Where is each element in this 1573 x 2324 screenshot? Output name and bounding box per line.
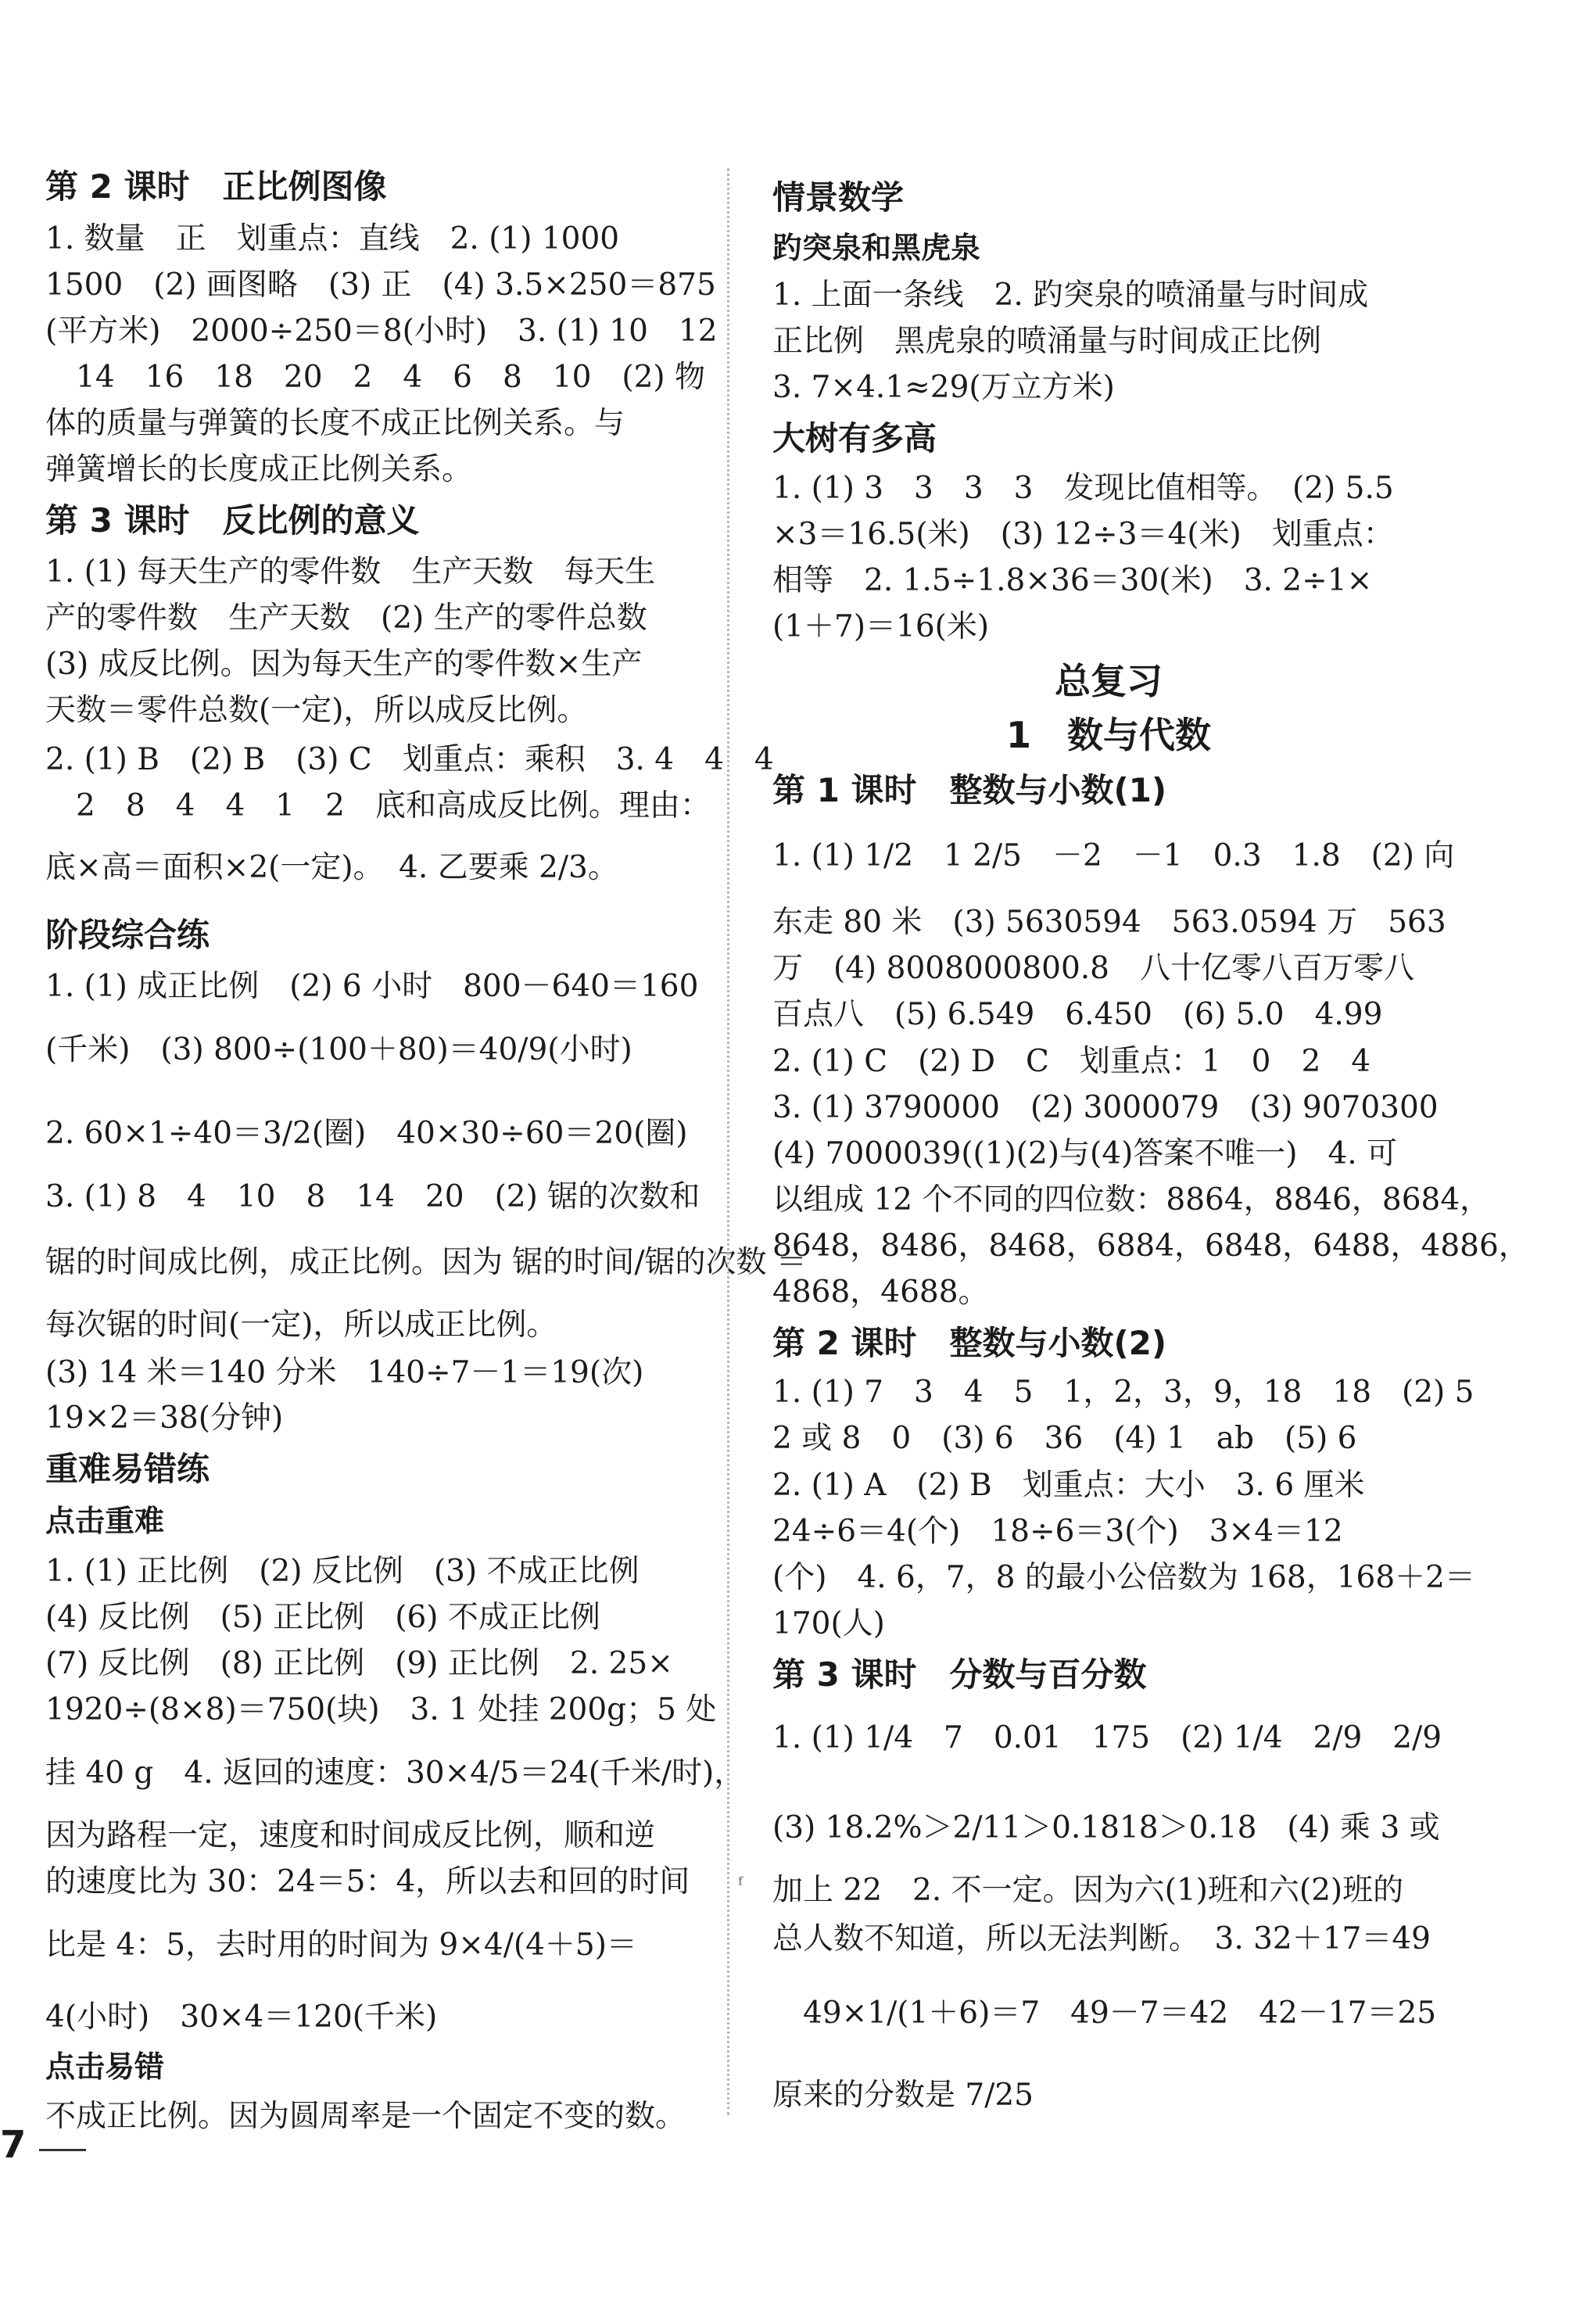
answer-line: 1. (1) 正比例 (2) 反比例 (3) 不成正比例 — [45, 1554, 640, 1589]
answer-line: 1. (1) 每天生产的零件数 生产天数 每天生 — [45, 554, 656, 590]
answer-line: (平方米) 2000÷250＝8(小时) 3. (1) 10 12 — [45, 314, 718, 349]
answer-line: 1. (1) 1/4 7 0.01 175 (2) 1/4 2/9 2/9 — [772, 1720, 1442, 1756]
answer-line: 弹簧增长的长度成正比例关系。 — [45, 452, 473, 487]
answer-line: (3) 14 米＝140 分米 140÷7－1＝19(次) — [45, 1355, 644, 1390]
answer-line: 万 (4) 8008000800.8 八十亿零八百万零八 — [772, 951, 1414, 986]
answer-line: 24÷6＝4(个) 18÷6＝3(个) 3×4＝12 — [772, 1514, 1343, 1549]
answer-line: ×3＝16.5(米) (3) 12÷3＝4(米) 划重点： — [772, 517, 1394, 552]
answer-line: (3) 18.2%＞2/11＞0.1818＞0.18 (4) 乘 3 或 — [772, 1810, 1440, 1845]
section-heading: 第 3 课时 反比例的意义 — [45, 501, 420, 540]
answer-line: 挂 40 g 4. 返回的速度：30×4/5＝24(千米/时)， — [45, 1756, 745, 1791]
answer-line: 4(小时) 30×4＝120(千米) — [45, 1999, 438, 2035]
subsection-heading: 趵突泉和黑虎泉 — [772, 231, 981, 265]
subsection-heading: 点击易错 — [45, 2050, 165, 2084]
answer-line: 产的零件数 生产天数 (2) 生产的零件总数 — [45, 601, 647, 636]
page-number-rule — [39, 2149, 86, 2151]
subsection-heading: 点击重难 — [45, 1504, 165, 1538]
answer-line: (千米) (3) 800÷(100＋80)＝40/9(小时) — [45, 1032, 632, 1067]
section-heading: 第 2 课时 正比例图像 — [45, 167, 387, 206]
answer-line: 1500 (2) 画图略 (3) 正 (4) 3.5×250＝875 — [45, 267, 716, 303]
answer-line: 相等 2. 1.5÷1.8×36＝30(米) 3. 2÷1× — [772, 563, 1373, 598]
answer-line: 1. (1) 7 3 4 5 1，2，3，9，18 18 (2) 5 — [772, 1375, 1474, 1410]
answer-line: (4) 7000039((1)(2)与(4)答案不唯一) 4. 可 — [772, 1136, 1398, 1171]
answer-line: 原来的分数是 7/25 — [772, 2078, 1034, 2113]
section-heading: 第 2 课时 整数与小数(2) — [772, 1324, 1167, 1362]
answer-line: 8648，8486，8468，6884，6848，6488，4886， — [772, 1228, 1529, 1264]
column-divider — [727, 168, 729, 2115]
answer-line: 1920÷(8×8)＝750(块) 3. 1 处挂 200g；5 处 — [45, 1692, 717, 1727]
answer-line: 49×1/(1＋6)＝7 49－7＝42 42－17＝25 — [772, 1996, 1437, 2031]
margin-mark: ᶠ — [738, 1874, 743, 1897]
answer-line: 正比例 黑虎泉的喷涌量与时间成正比例 — [772, 324, 1322, 359]
section-heading: 重难易错练 — [45, 1450, 210, 1488]
answer-line: 2. 60×1÷40＝3/2(圈) 40×30÷60＝20(圈) — [45, 1116, 688, 1151]
answer-line: 东走 80 米 (3) 5630594 563.0594 万 563 — [772, 905, 1446, 940]
section-heading: 情景数学 — [772, 178, 905, 217]
answer-line: (7) 反比例 (8) 正比例 (9) 正比例 2. 25× — [45, 1646, 673, 1681]
answer-line: 1. (1) 成正比例 (2) 6 小时 800－640＝160 — [45, 969, 699, 1004]
answer-line: 4868，4688。 — [772, 1275, 989, 1310]
answer-line: 因为路程一定，速度和时间成反比例，顺和逆 — [45, 1818, 656, 1853]
answer-line: 以组成 12 个不同的四位数：8864，8846，8684， — [772, 1182, 1491, 1218]
answer-line: 3. (1) 8 4 10 8 14 20 (2) 锯的次数和 — [45, 1179, 701, 1214]
answer-line: 1. (1) 3 3 3 3 发现比值相等。 (2) 5.5 — [772, 471, 1394, 506]
answer-line: 1. (1) 1/2 1 2/5 －2 －1 0.3 1.8 (2) 向 — [772, 838, 1455, 873]
answer-line: 的速度比为 30：24＝5：4，所以去和回的时间 — [45, 1864, 690, 1899]
answer-line: 锯的时间成比例，成正比例。因为 锯的时间/锯的次数 ＝ — [45, 1245, 807, 1280]
answer-line: 19×2＝38(分钟) — [45, 1400, 284, 1436]
answer-line: 2. (1) C (2) D C 划重点：1 0 2 4 — [772, 1044, 1371, 1079]
answer-line: 3. 7×4.1≈29(万立方米) — [772, 370, 1115, 405]
answer-line: 1. 数量 正 划重点：直线 2. (1) 1000 — [45, 221, 620, 256]
section-heading: 第 1 课时 整数与小数(1) — [772, 771, 1167, 809]
answer-line: 2. (1) B (2) B (3) C 划重点：乘积 3. 4 4 4 — [45, 742, 774, 777]
answer-line: 加上 22 2. 不一定。因为六(1)班和六(2)班的 — [772, 1873, 1404, 1908]
section-heading: 1 数与代数 — [1005, 714, 1211, 756]
answer-line: 14 16 18 20 2 4 6 8 10 (2) 物 — [45, 360, 706, 395]
answer-line: 170(人) — [772, 1606, 885, 1641]
section-heading: 阶段综合练 — [45, 916, 210, 954]
answer-line: 比是 4：5，去时用的时间为 9×4/(4＋5)＝ — [45, 1928, 637, 1963]
answer-line: (个) 4. 6，7，8 的最小公倍数为 168，168＋2＝ — [772, 1560, 1475, 1595]
answer-line: 底×高＝面积×2(一定)。 4. 乙要乘 2/3。 — [45, 850, 618, 885]
section-heading: 大树有多高 — [772, 419, 937, 457]
answer-line: 天数＝零件总数(一定)，所以成反比例。 — [45, 693, 588, 728]
answer-line: (3) 成反比例。因为每天生产的零件数×生产 — [45, 647, 643, 682]
answer-line: (4) 反比例 (5) 正比例 (6) 不成正比例 — [45, 1600, 600, 1635]
section-heading: 总复习 — [1055, 660, 1163, 702]
answer-line: 总人数不知道，所以无法判断。 3. 32＋17＝49 — [772, 1921, 1431, 1956]
answer-line: 1. 上面一条线 2. 趵突泉的喷涌量与时间成 — [772, 278, 1369, 313]
answer-line: 体的质量与弹簧的长度不成正比例关系。与 — [45, 406, 625, 441]
answer-line: 2. (1) A (2) B 划重点：大小 3. 6 厘米 — [772, 1468, 1365, 1503]
page-number: 7 — [0, 2123, 27, 2167]
answer-line: 2 8 4 4 1 2 底和高成反比例。理由： — [45, 788, 711, 823]
answer-line: 每次锯的时间(一定)，所以成正比例。 — [45, 1307, 557, 1343]
answer-line: 2 或 8 0 (3) 6 36 (4) 1 ab (5) 6 — [772, 1421, 1357, 1456]
section-heading: 第 3 课时 分数与百分数 — [772, 1655, 1147, 1694]
answer-line: 百点八 (5) 6.549 6.450 (6) 5.0 4.99 — [772, 997, 1383, 1032]
answer-line: 3. (1) 3790000 (2) 3000079 (3) 9070300 — [772, 1090, 1439, 1125]
answer-line: (1＋7)＝16(米) — [772, 609, 990, 644]
answer-line: 不成正比例。因为圆周率是一个固定不变的数。 — [45, 2099, 686, 2134]
